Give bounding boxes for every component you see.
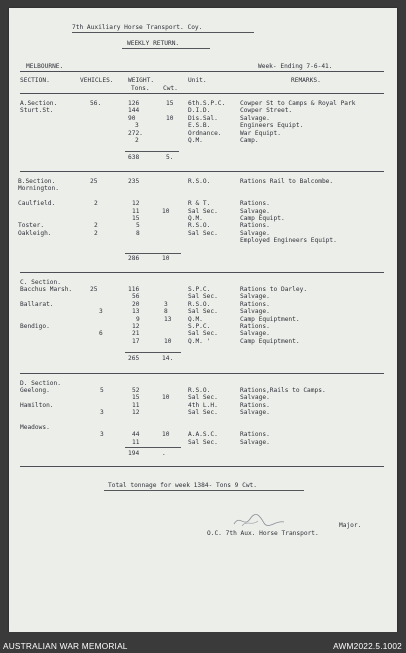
table-cell: [132, 424, 139, 431]
list-item: Geelong.: [20, 387, 50, 395]
table-cell: R.S.O.: [188, 222, 211, 230]
list-item: Meadows.: [20, 424, 50, 432]
col-header-unit: Unit.: [188, 77, 207, 84]
table-cell: 3: [135, 122, 139, 130]
table-cell: Camp.: [240, 136, 259, 144]
table-cell: 12: [132, 322, 140, 330]
table-cell: 12: [132, 409, 140, 417]
table-cell: R & T.: [188, 200, 211, 208]
total-tonnage-line: Total tonnage for week 1384- Tons 9 Cwt.: [108, 482, 258, 489]
table-cell: [132, 417, 139, 424]
group-d-remarks: [240, 387, 326, 446]
table-cell: E.S.B.: [188, 122, 211, 130]
table-cell: Salvage.: [240, 330, 270, 338]
list-item: [96, 316, 103, 323]
signatory-title: O.C. 7th Aux. Horse Transport.: [207, 530, 319, 537]
group-c-subtotal-rule: [125, 352, 181, 353]
table-cell: [162, 417, 169, 424]
list-item: [18, 193, 59, 200]
list-item: [100, 394, 104, 401]
column-header-rule: [20, 93, 384, 94]
group-b-remarks: [240, 178, 337, 245]
table-cell: [240, 417, 326, 424]
table-cell: 235: [128, 178, 140, 185]
footer-institution: AUSTRALIAN WAR MEMORIAL: [3, 641, 128, 651]
group-a-cwt: [166, 100, 173, 122]
list-item: 6: [99, 330, 103, 338]
group-c-cwt: [164, 286, 171, 345]
table-cell: [162, 178, 169, 185]
table-cell: Salvage.: [240, 394, 270, 402]
table-cell: S.P.C.: [188, 322, 211, 330]
list-item: Ballarat.: [20, 301, 54, 309]
table-cell: Salvage.: [240, 293, 270, 301]
table-cell: 13: [132, 308, 140, 316]
table-cell: Engineers Equipt.: [240, 122, 304, 130]
list-item: Toster.: [18, 222, 45, 230]
table-cell: 116: [128, 286, 140, 293]
table-cell: [128, 185, 140, 192]
table-cell: Ordnance.: [188, 129, 222, 137]
table-cell: 4th L.H.: [188, 401, 218, 409]
table-cell: R.S.O.: [188, 300, 211, 308]
group-d-vehicles: [100, 387, 104, 439]
table-cell: 20: [132, 300, 140, 308]
table-cell: Salvage.: [240, 229, 270, 237]
col-header-section: SECTION.: [20, 77, 50, 84]
table-cell: Q.M.: [188, 214, 203, 222]
table-cell: 11: [132, 438, 140, 446]
table-cell: [162, 193, 169, 200]
table-cell: [188, 417, 218, 424]
table-cell: 10: [164, 337, 172, 345]
group-b-total-tons: 286: [128, 255, 140, 262]
group-b-subtotal-rule: [125, 253, 181, 254]
table-cell: Salvage.: [240, 308, 270, 316]
table-cell: R.S.O.: [188, 178, 211, 185]
list-item: A.Section.: [20, 100, 58, 107]
group-d-tons: [132, 387, 139, 446]
table-cell: 17: [132, 337, 140, 345]
table-cell: Dis.Sal.: [188, 114, 218, 122]
title-underline: [72, 32, 254, 33]
list-item: [94, 185, 98, 192]
list-item: [20, 309, 72, 316]
group-a-section: [20, 100, 57, 115]
list-item: [20, 417, 61, 424]
table-cell: Sal Sec.: [188, 229, 218, 237]
group-c-total-tons: 265: [128, 355, 140, 362]
document-title: 7th Auxiliary Horse Transport. Coy.: [72, 24, 203, 31]
table-cell: [162, 402, 169, 409]
group-d-unit: [188, 387, 218, 446]
group-a-tons: [128, 100, 143, 144]
signatory-rank: Major.: [339, 522, 362, 529]
group-a-remarks: [240, 100, 355, 144]
group-c-remarks: [240, 286, 307, 345]
group-d-total-cwt: .: [162, 450, 166, 457]
table-cell: 3: [164, 300, 168, 308]
table-cell: Rations.: [240, 401, 270, 409]
list-item: [100, 402, 104, 409]
table-cell: A.A.S.C.: [188, 431, 218, 439]
list-item: 25: [90, 286, 98, 293]
col-header-tons: Tons.: [131, 85, 150, 92]
table-cell: [188, 193, 218, 200]
table-cell: 8: [136, 229, 140, 237]
table-cell: Rations.: [240, 300, 270, 308]
table-cell: [166, 107, 173, 114]
group-c-rule: [20, 373, 384, 374]
table-cell: Q.M.: [188, 136, 203, 144]
header-rule: [20, 71, 384, 72]
table-cell: War Equipt.: [240, 129, 281, 137]
list-item: 25: [90, 178, 98, 185]
list-item: Bendigo.: [20, 323, 50, 331]
total-underline: [104, 490, 304, 491]
table-cell: Camp Equipt.: [240, 214, 285, 222]
list-item: Oakleigh.: [18, 229, 52, 237]
group-b-rule: [20, 272, 384, 273]
list-item: 56.: [90, 100, 102, 107]
list-item: D. Section.: [20, 380, 61, 387]
table-cell: 15: [132, 394, 140, 402]
table-cell: 8: [164, 308, 168, 316]
list-item: [94, 193, 98, 200]
list-item: Hamilton.: [20, 402, 54, 410]
document-subtitle: WEEKLY RETURN.: [127, 40, 180, 47]
table-cell: Salvage.: [240, 438, 270, 446]
table-cell: Camp Equiptment.: [240, 337, 300, 345]
list-item: 3: [100, 431, 104, 439]
table-cell: 44: [132, 431, 140, 439]
list-item: C. Section.: [20, 279, 61, 286]
table-cell: Sal Sec.: [188, 409, 218, 417]
group-d-rule: [20, 466, 384, 467]
group-b-cwt: [162, 178, 169, 215]
table-cell: [164, 330, 171, 337]
table-cell: Sal Sec.: [188, 207, 218, 215]
list-item: [100, 424, 104, 431]
table-cell: [188, 185, 218, 192]
list-item: [20, 316, 72, 323]
table-cell: Sal Sec.: [188, 394, 218, 402]
list-item: [96, 323, 103, 330]
table-cell: S.P.C.: [188, 286, 211, 293]
table-cell: Sal Sec.: [188, 308, 218, 316]
table-cell: [188, 424, 218, 431]
table-cell: Rations.: [240, 200, 270, 208]
table-cell: [164, 286, 171, 293]
group-c-section: [20, 279, 72, 331]
table-cell: 144: [128, 107, 140, 115]
table-cell: Cowper St to Camps & Royal Park: [240, 100, 356, 107]
group-a-subtotal-rule: [125, 151, 179, 152]
table-cell: 2: [135, 136, 139, 144]
list-item: [94, 208, 98, 215]
table-cell: Rations to Darley.: [240, 286, 308, 293]
table-cell: [128, 193, 140, 200]
table-cell: Employed Engineers Equipt.: [240, 237, 337, 245]
group-c-total-cwt: 14.: [162, 355, 174, 362]
table-cell: 11: [132, 207, 140, 215]
table-cell: 10: [162, 431, 170, 439]
table-cell: 12: [132, 200, 140, 208]
table-cell: D.I.D.: [188, 107, 211, 115]
col-header-weight: WEIGHT.: [128, 77, 155, 84]
table-cell: Cowper Street.: [240, 107, 293, 115]
table-cell: 272.: [128, 129, 143, 137]
table-cell: 10: [166, 114, 174, 122]
table-cell: Q.M.: [188, 315, 203, 323]
list-item: [96, 293, 103, 300]
group-c-vehicles: [90, 286, 103, 338]
group-b-tons: [128, 178, 140, 237]
archive-footer: [0, 632, 406, 653]
footer-reference: AWM2022.5.1002: [333, 641, 402, 651]
table-cell: 52: [132, 387, 140, 394]
table-cell: Sal Sec.: [188, 293, 218, 301]
table-cell: [162, 185, 169, 192]
group-a-total-cwt: 5.: [166, 154, 174, 161]
table-cell: [162, 200, 169, 207]
table-cell: [164, 293, 171, 300]
table-cell: Rations.: [240, 431, 270, 439]
list-item: Sturt.St.: [20, 107, 54, 115]
group-c-unit: [188, 286, 218, 345]
list-item: B.Section.: [18, 178, 56, 185]
list-item: [18, 208, 59, 215]
table-cell: [240, 193, 337, 200]
table-cell: 56: [132, 293, 140, 301]
list-item: [20, 395, 61, 402]
col-header-vehicles: VEHICLES.: [80, 77, 114, 84]
group-d-section: [20, 380, 61, 432]
list-item: [96, 301, 103, 308]
list-item: [18, 215, 59, 222]
group-a-vehicles: [90, 100, 101, 107]
group-b-section: [18, 178, 59, 237]
col-header-remarks: REMARKS.: [291, 77, 321, 84]
subtitle-underline: [122, 48, 210, 49]
group-d-subtotal-rule: [125, 447, 181, 448]
list-item: 5: [100, 387, 104, 394]
table-cell: Salvage.: [240, 409, 270, 417]
location-label: MELBOURNE.: [26, 63, 64, 70]
table-cell: Rations Rail to Balcombe.: [240, 178, 334, 185]
table-cell: [240, 424, 326, 431]
list-item: Bacchus Marsh.: [20, 286, 73, 294]
group-c-tons: [128, 286, 140, 345]
table-cell: Salvage.: [240, 114, 270, 122]
group-b-unit: [188, 178, 218, 237]
table-cell: 15: [132, 214, 140, 222]
list-item: 3: [99, 308, 103, 316]
table-cell: 126: [128, 100, 140, 107]
table-cell: [240, 185, 337, 192]
table-cell: 90: [128, 114, 136, 122]
table-cell: 13: [164, 315, 172, 323]
list-item: Mornington.: [18, 185, 59, 193]
group-a-total-tons: 638: [128, 154, 140, 161]
list-item: 2: [94, 229, 98, 237]
table-cell: 5: [136, 222, 140, 230]
table-cell: R.S.O.: [188, 387, 211, 394]
table-cell: Sal Sec.: [188, 438, 218, 446]
group-d-cwt: [162, 387, 169, 439]
table-cell: Rations.: [240, 222, 270, 230]
list-item: 3: [100, 409, 104, 417]
table-cell: Rations.: [240, 322, 270, 330]
week-ending-label: Week- Ending 7-6-41.: [258, 63, 333, 70]
list-item: 2: [94, 200, 98, 208]
table-cell: Sal Sec.: [188, 330, 218, 338]
table-cell: [162, 387, 169, 394]
group-b-total-cwt: 10: [162, 255, 170, 262]
table-cell: Rations,Rails to Camps.: [240, 387, 326, 394]
list-item: Caulfield.: [18, 200, 56, 208]
table-cell: 10: [162, 207, 170, 215]
table-cell: [162, 409, 169, 416]
table-cell: 9: [136, 315, 140, 323]
table-cell: 15: [166, 100, 174, 107]
table-cell: 6th.S.P.C.: [188, 100, 226, 107]
list-item: [20, 410, 61, 417]
table-cell: Salvage.: [240, 207, 270, 215]
table-cell: Camp Equiptment.: [240, 315, 300, 323]
table-cell: [162, 424, 169, 431]
group-b-vehicles: [90, 178, 98, 237]
signature-mark: [232, 510, 286, 530]
col-header-cwt: Cwt.: [163, 85, 178, 92]
group-a-rule: [20, 171, 384, 172]
group-d-total-tons: 194: [128, 450, 140, 457]
table-cell: 21: [132, 330, 140, 338]
table-cell: [164, 323, 171, 330]
group-a-unit: [188, 100, 225, 144]
table-cell: Q.M. ': [188, 337, 211, 345]
list-item: [20, 294, 72, 301]
list-item: [100, 417, 104, 424]
list-item: [94, 215, 98, 222]
table-cell: 10: [162, 394, 170, 402]
list-item: 2: [94, 222, 98, 230]
table-cell: 11: [132, 401, 140, 409]
